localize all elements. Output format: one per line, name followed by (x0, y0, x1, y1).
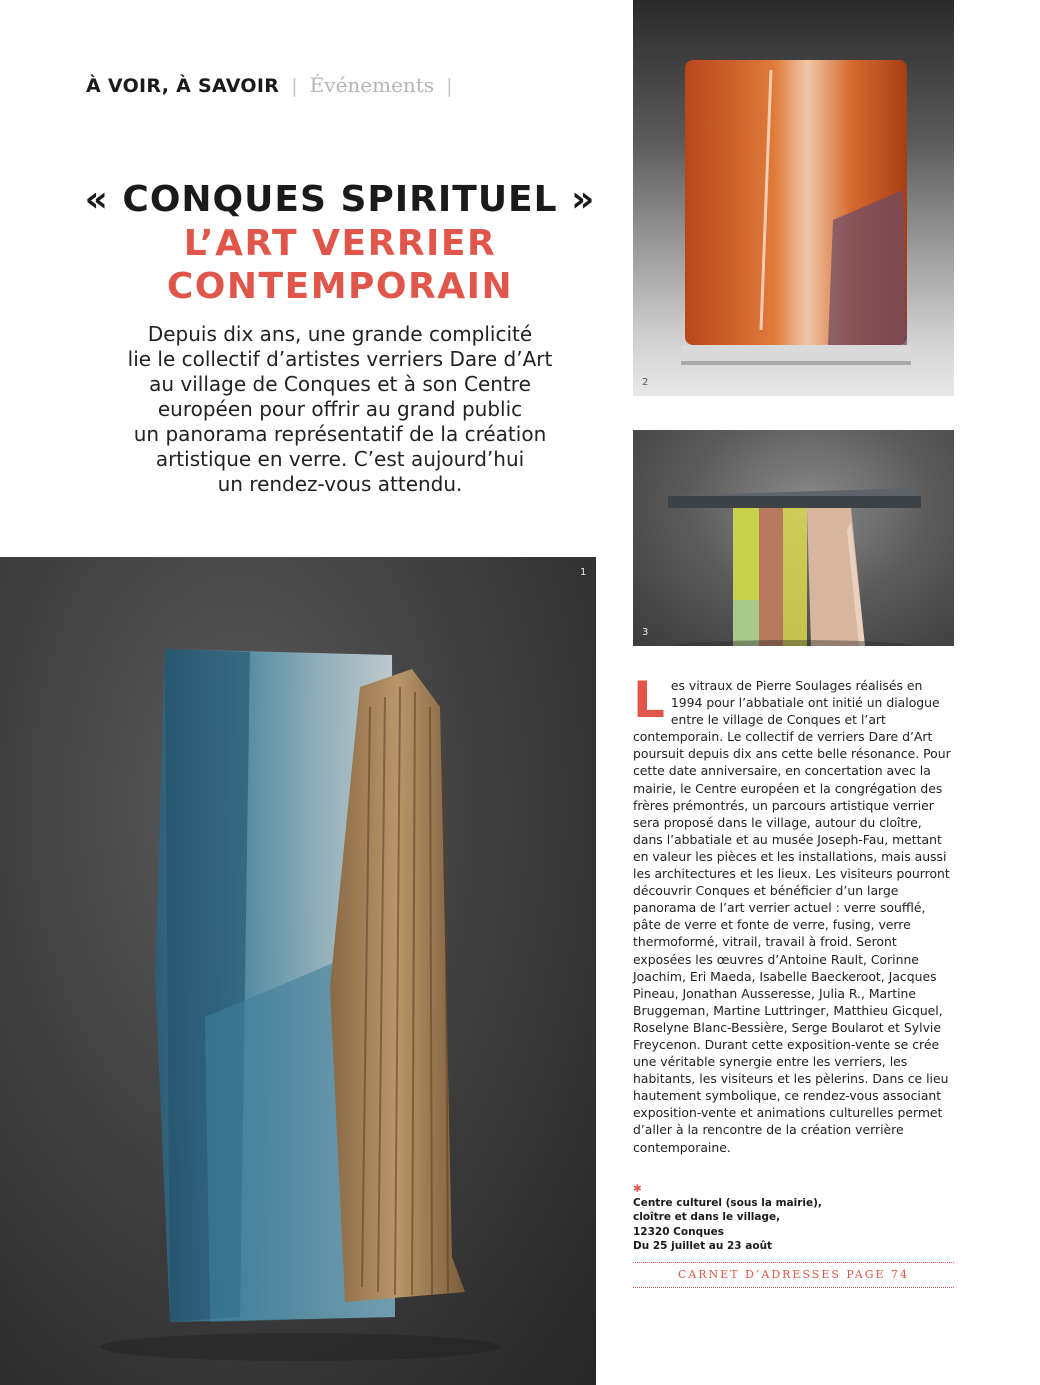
lede-line: un panorama représentatif de la création (133, 422, 547, 446)
dropcap-letter: L (633, 671, 665, 729)
venue-line-1: ✱ Centre culturel (sous la mairie), (633, 1182, 955, 1210)
star-icon: ✱ (633, 1183, 642, 1195)
lede-line: lie le collectif d’artistes verriers Dare d’Art (127, 347, 553, 371)
title-line-1: « CONQUES SPIRITUEL » (84, 179, 596, 220)
lede-line: au village de Conques et à son Centre (149, 372, 531, 396)
header-separator-end: | (446, 75, 453, 97)
header-separator: | (291, 75, 298, 97)
photo-glass-wood-sculpture (0, 557, 596, 1385)
photo-number: 1 (580, 567, 587, 578)
photo-number: 2 (642, 377, 649, 388)
orange-glass-illustration (633, 0, 954, 396)
title-line-3: CONTEMPORAIN (166, 266, 514, 307)
photo-glass-table (633, 430, 954, 646)
article-lede (80, 322, 600, 497)
sculpture-illustration (0, 557, 596, 1385)
lede-line: artistique en verre. C’est aujourd’hui (155, 447, 525, 471)
photo-number: 3 (642, 627, 649, 638)
glass-table-illustration (633, 430, 954, 646)
article-title (60, 178, 620, 308)
lede-line: un rendez-vous attendu. (217, 472, 463, 496)
venue-dates: Du 25 juillet au 23 août (633, 1239, 773, 1252)
venue-line-3: 12320 Conques (633, 1225, 724, 1238)
title-line-2: L’ART VERRIER (183, 223, 497, 264)
section-label: Événements (309, 73, 435, 97)
section-header (86, 73, 459, 97)
photo-orange-glass-block (633, 0, 954, 396)
article-body (633, 671, 955, 1156)
article-paragraph: es vitraux de Pierre Soulages réalisés en 1994 pour l’abbatiale ont initié un dialogue entre le village de Conques et l’art contemporain. Le collectif de verriers Dare d’Art poursuit depuis dix ans cette belle résonance. Pour cette date anniversaire, en concertation avec la mairie, le Centre européen et la congrégation des frères prémontrés, un parcours artistique verrier sera proposé dans le village, autour du cloître, dans l’abbatiale et au musée Joseph-Fau, mettant en valeur les pièces et les installations, mais aussi les architectures et les lieux. Les visiteurs pourront découvrir Conques et bénéficier d’un large panorama de l’art verrier actuel : verre soufflé, pâte de verre et fonte de verre, fusing, verre thermoformé, vitrail, travail à froid. Seront exposées les œuvres d’Antoine Rault, Corinne Joachim, Eri Maeda, Isabelle Baeckeroot, Jacques Pineau, Jonathan Ausseresse, Julia R., Martine Bruggeman, Martine Luttringer, Matthieu Gicquel, Roselyne Blanc-Bessière, Serge Boularot et Sylvie Freycenon. Durant cette exposition-vente se crée une véritable synergie entre les verriers, les habitants, les visiteurs et les pèlerins. Dans ce lieu hautement symbolique, ce rendez-vous associant exposition-vente et animations culturelles permet d’aller à la rencontre de la création verrière contemporaine. (633, 678, 951, 1155)
lede-line: européen pour offrir au grand public (157, 397, 523, 421)
lede-line: Depuis dix ans, une grande complicité (147, 322, 533, 346)
venue-line-2: cloître et dans le village, (633, 1211, 781, 1224)
venue-info (633, 1182, 955, 1253)
rubric-label: À VOIR, À SAVOIR (86, 75, 280, 97)
address-book-reference: CARNET D’ADRESSES PAGE 74 (633, 1262, 954, 1288)
